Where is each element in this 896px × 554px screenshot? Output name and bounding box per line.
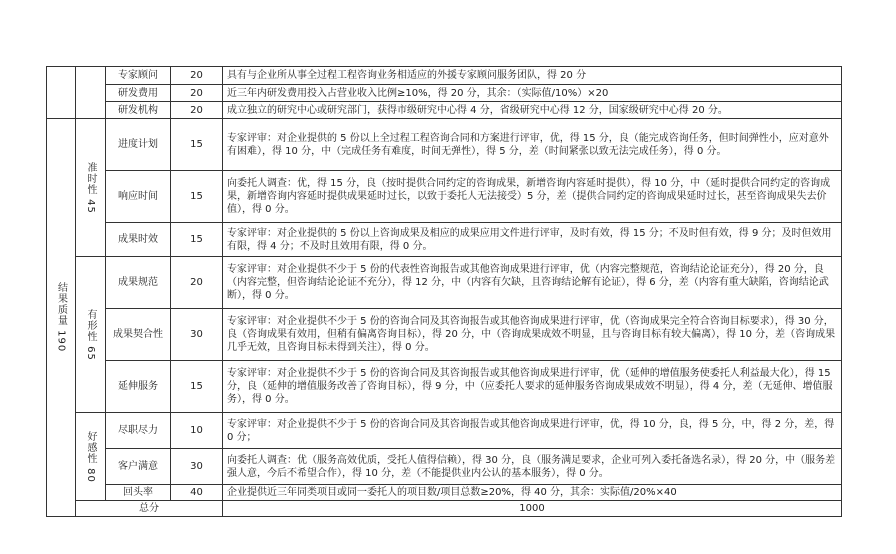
- table-row: [47, 485, 842, 501]
- criterion-description: 专家评审：对企业提供的 5 份以上咨询成果及相应的成果应用文件进行评审，及时有效，得 15 分；不及时但有效，得 9 分；及时但效用有限，得 4 分；不及时且效用有限，得 0 分。: [223, 223, 842, 257]
- criterion-points: 20: [171, 85, 223, 102]
- criterion-name: 成果时效: [106, 223, 171, 257]
- criterion-points: 30: [171, 309, 223, 361]
- criterion-name: 研发机构: [106, 102, 171, 119]
- criterion-name: 成果契合性: [106, 309, 171, 361]
- criterion-description: 向委托人调查：优（服务高效优质，受托人值得信赖），得 30 分，良（服务满足要求，企业可列入委托备选名录），得 20 分，中（服务差强人意，今后不希望合作），得 10 分，差（不能提供业内公认的基本服务），得 0 分。: [223, 449, 842, 485]
- table-row: [47, 67, 842, 85]
- criterion-points: 10: [171, 413, 223, 449]
- criterion-description: 专家评审：对企业提供不少于 5 份的咨询合同及其咨询报告或其他咨询成果进行评审，优（延伸的增值服务使委托人利益最大化），得 15 分，良（延伸的增值服务改善了咨询目标），得 9 分，中（应委托人要求的延伸服务咨询成果成效不明显），得 4 分，差（无延伸、增值服务），得 0 分。: [223, 361, 842, 413]
- table-row: [47, 171, 842, 223]
- criterion-description: 专家评审：对企业提供不少于 5 份的咨询合同及其咨询报告或其他咨询成果进行评审，优，得 10 分，良，得 5 分，中，得 2 分，差，得 0 分；: [223, 413, 842, 449]
- table-row: [47, 309, 842, 361]
- criterion-points: 30: [171, 449, 223, 485]
- top-group-cell: [47, 67, 76, 119]
- table-row: [47, 223, 842, 257]
- criterion-description: 专家评审：对企业提供不少于 5 份的代表性咨询报告或其他咨询成果进行评审，优（内容完整规范，咨询结论论证充分），得 20 分，良（内容完整，但咨询结论论证不充分），得 12 分，中（内容有欠缺，且咨询结论解有论证），得 6 分，差（内容有重大缺陷，咨询结论武断），得 0 分。: [223, 257, 842, 309]
- scoring-table: [46, 66, 842, 517]
- criterion-description: 近三年内研发费用投入占营业收入比例≥10%，得 20 分，其余：（实际值/10%）×20: [223, 85, 842, 102]
- criterion-description: 向委托人调查：优，得 15 分，良（按时提供合同约定的咨询成果，新增咨询内容延时提供），得 10 分，中（延时提供合同约定的咨询成果，新增咨询内容延时提供成果延时过长，以致于委托人无法接受）5 分，差（提供合同约定的咨询成果延时过长，甚至咨询成果失去价值），得 0 分。: [223, 171, 842, 223]
- criterion-name: 成果规范: [106, 257, 171, 309]
- criterion-description: 专家评审：对企业提供的 5 份以上全过程工程咨询合同和方案进行评审，优，得 15 分，良（能完成咨询任务，但时间弹性小，应对意外有困难），得 10 分，中（完成任务有难度，时间无弹性），得 5 分，差（时间紧张以致无法完成任务），得 0 分。: [223, 119, 842, 171]
- criterion-points: 20: [171, 102, 223, 119]
- top-subgroup-cell: [76, 67, 106, 119]
- table-row: [47, 119, 842, 171]
- group-label-result-quality: 结果质量 190: [47, 119, 76, 517]
- table-row: [47, 257, 842, 309]
- criterion-points: 20: [171, 67, 223, 85]
- criterion-description: 专家评审：对企业提供不少于 5 份的咨询合同及其咨询报告或其他咨询成果进行评审，优（咨询成果完全符合咨询目标要求），得 30 分，良（咨询成果有效用，但稍有偏离咨询目标），得 20 分，中（咨询成果成效不明显，且与咨询目标有较大偏离），得 10 分，差（咨询成果几乎无效，且咨询目标未得到关注），得 0 分。: [223, 309, 842, 361]
- table-row: [47, 413, 842, 449]
- criterion-points: 40: [171, 485, 223, 501]
- criterion-points: 15: [171, 119, 223, 171]
- subgroup-label-punctuality: 准时性 45: [76, 119, 106, 257]
- criterion-name: 延伸服务: [106, 361, 171, 413]
- criterion-name: 回头率: [106, 485, 171, 501]
- criterion-points: 15: [171, 361, 223, 413]
- criterion-name: 客户满意: [106, 449, 171, 485]
- criterion-description: 具有与企业所从事全过程工程咨询业务相适应的外援专家顾问服务团队，得 20 分: [223, 67, 842, 85]
- criterion-description: 成立独立的研究中心或研究部门，获得市级研究中心得 4 分，省级研究中心得 12 分，国家级研究中心得 20 分。: [223, 102, 842, 119]
- criterion-name: 进度计划: [106, 119, 171, 171]
- total-points: 1000: [223, 501, 842, 517]
- table-row: [47, 85, 842, 102]
- subgroup-label-tangibility: 有形性 65: [76, 257, 106, 413]
- table-row: [47, 102, 842, 119]
- table-row: [47, 449, 842, 485]
- criterion-description: 企业提供近三年同类项目或同一委托人的项目数/项目总数≥20%，得 40 分，其余：实际值/20%×40: [223, 485, 842, 501]
- criterion-name: 响应时间: [106, 171, 171, 223]
- total-row: [47, 501, 842, 517]
- criterion-name: 尽职尽力: [106, 413, 171, 449]
- subgroup-label-favorability: 好感性 80: [76, 413, 106, 501]
- criterion-points: 15: [171, 171, 223, 223]
- criterion-points: 15: [171, 223, 223, 257]
- criterion-name: 研发费用: [106, 85, 171, 102]
- table-row: [47, 361, 842, 413]
- criterion-points: 20: [171, 257, 223, 309]
- total-label: 总分: [76, 501, 223, 517]
- criterion-name: 专家顾问: [106, 67, 171, 85]
